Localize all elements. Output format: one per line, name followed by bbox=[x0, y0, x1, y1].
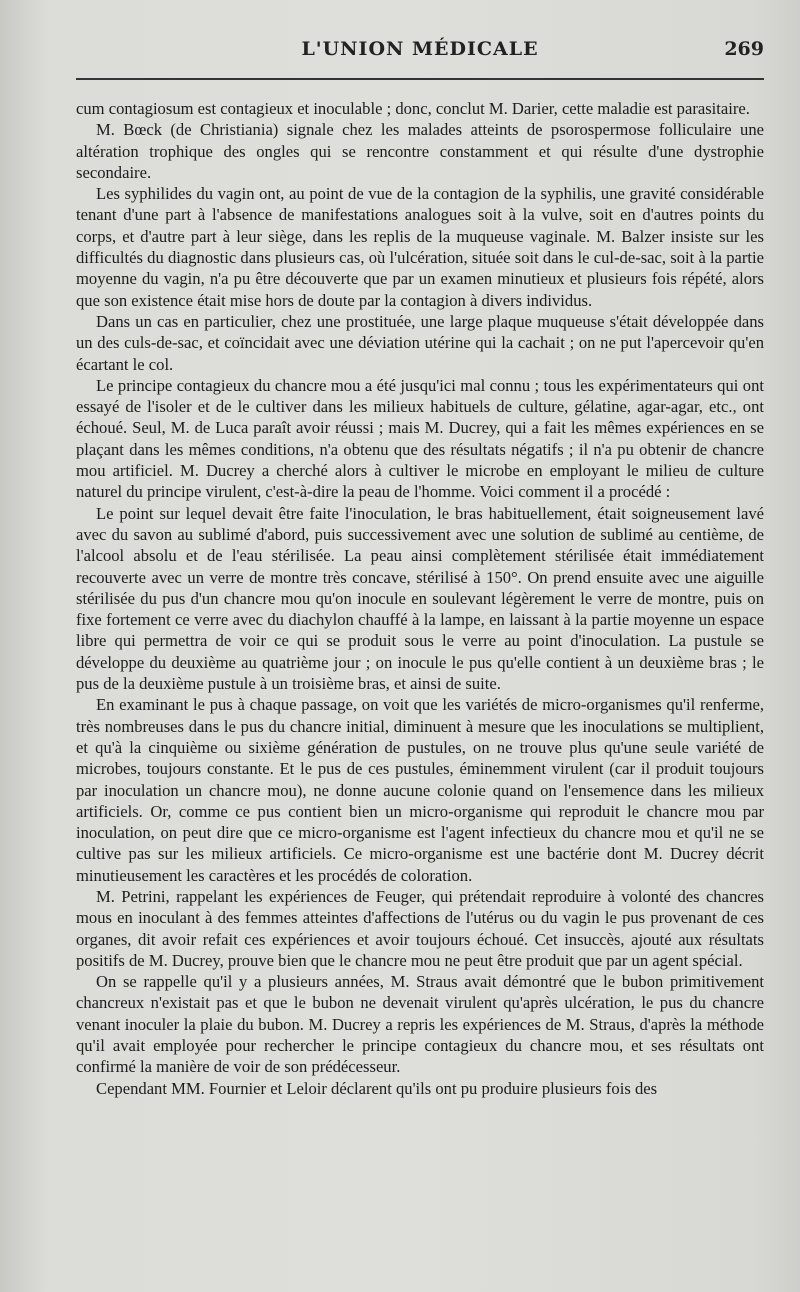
running-head bbox=[76, 34, 764, 68]
paragraph-straus-bubon: On se rappelle qu'il y a plusieurs années, M. Straus avait démontré que le bubon primitivement chancreux n'existait pas et que le bubon ne devenait virulent qu'après ulcération, le pus du chancre venant inoculer la plaie du bubon. M. Ducrey a repris les expériences de M. Straus, d'après la méthode qu'il avait employée pour rechercher le principe contagieux du chancre mou, et ses résultats ont confirmé la manière de voir de son prédécesseur. bbox=[76, 972, 764, 1077]
paragraph-pus-examination: En examinant le pus à chaque passage, on voit que les variétés de micro-organismes qu'il renferme, très nombreuses dans le pus du chancre initial, diminuent à mesure que les inoculations se multiplient, et qu'à la cinquième ou sixième génération de pustules, on ne trouve plus qu'une seule variété de microbes, toujours constante. Et le pus de ces pustules, éminemment virulent (car il produit toujours par inoculation un chancre mou), ne donne aucune colonie quand on l'ensemence dans les milieux artificiels. Or, comme ce pus contient bien un micro-organisme qui reproduit le chancre mou par inoculation, on peut dire que ce micro-organisme est l'agent infectieux du chancre mou et qu'il ne se cultive pas sur les milieux artificiels. Ce micro-organisme est une bactérie dont M. Ducrey décrit minutieusement les caractères et les procédés de coloration. bbox=[76, 695, 764, 885]
paragraph-syphilides-vagin: Les syphilides du vagin ont, au point de vue de la contagion de la syphilis, une gravité considérable tenant d'une part à l'absence de manifestations analogues soit à la vulve, soit en d'autres points du corps, et d'autre part à leur siège, dans les replis de la muqueuse vaginale. M. Balzer insiste sur les difficultés du diagnostic dans plusieurs cas, où l'ulcération, située soit dans le cul-de-sac, soit à la partie moyenne du vagin, n'a pu être découverte que par un examen minutieux et plusieurs fois répété, alors que son existence était mise hors de doute par la contagion à divers individus. bbox=[76, 184, 764, 310]
page-number: 269 bbox=[724, 38, 764, 60]
article-body bbox=[76, 98, 764, 1099]
journal-title: L'UNION MÉDICALE bbox=[301, 38, 539, 60]
paragraph-boeck: M. Bœck (de Christiania) signale chez les malades atteints de psorospermose folliculaire une altération trophique des ongles qui se rencontre constamment et qui résulte d'une dystrophie secondaire. bbox=[76, 120, 764, 182]
paragraph-inoculation-method: Le point sur lequel devait être faite l'inoculation, le bras habituellement, était soigneusement lavé avec du savon au sublimé d'abord, puis successivement avec une solution de sublimé au centième, de l'alcool absolu et de l'eau stérilisée. La peau ainsi complètement stérilisée était immédiatement recouverte avec un verre de montre très concave, stérilisé à 150°. On prend ensuite avec une aiguille stérilisée du pus d'un chancre mou qu'on inocule en soulevant légèrement le verre de montre, puis on fixe fortement ce verre avec du diachylon chauffé à la lampe, en laissant à la partie moyenne un espace libre qui permettra de voir ce qui se produit sous le verre au point d'inoculation. La pustule se développe du deuxième au quatrième jour ; on inocule le pus qu'elle contient à un deuxième bras ; le pus de la deuxième pustule à un troisième bras, et ainsi de suite. bbox=[76, 503, 764, 694]
paragraph-darier-conclusion: cum contagiosum est contagieux et inoculable ; donc, conclut M. Darier, cette maladie est parasitaire. bbox=[76, 99, 750, 118]
paragraph-chancre-mou-principle: Le principe contagieux du chancre mou a été jusqu'ici mal connu ; tous les expérimentateurs qui ont essayé de l'isoler et de le cultiver dans les milieux habituels de culture, gélatine, agar-agar, etc., ont échoué. Seul, M. de Luca paraît avoir réussi ; mais M. Ducrey, qui a fait les mêmes expériences en se plaçant dans les mêmes conditions, n'a obtenu que des résultats négatifs ; il n'a pu obtenir de chancre mou artificiel. M. Ducrey a cherché alors à cultiver le microbe en employant le milieu de culture naturel du principe virulent, c'est-à-dire la peau de l'homme. Voici comment il a procédé : bbox=[76, 375, 764, 502]
header-rule bbox=[76, 78, 764, 80]
paragraph-prostituee-case: Dans un cas en particulier, chez une prostituée, une large plaque muqueuse s'était développée dans un des culs-de-sac, et coïncidait avec une déviation utérine qui la cachait ; on ne put l'apercevoir qu'en écartant le col. bbox=[76, 311, 764, 374]
paragraph-petrini: M. Petrini, rappelant les expériences de Feuger, qui prétendait reproduire à volonté des chancres mous en inoculant à des femmes atteintes d'affections de l'utérus ou du vagin le pus provenant de ces organes, dit avoir refait ces expériences et avoir toujours échoué. Cet insuccès, ajouté aux résultats positifs de M. Ducrey, prouve bien que le chancre mou ne peut être produit que par un agent spécial. bbox=[76, 886, 764, 970]
paragraph-fournier-leloir: Cependant MM. Fournier et Leloir déclarent qu'ils ont pu produire plusieurs fois des bbox=[96, 1078, 658, 1098]
